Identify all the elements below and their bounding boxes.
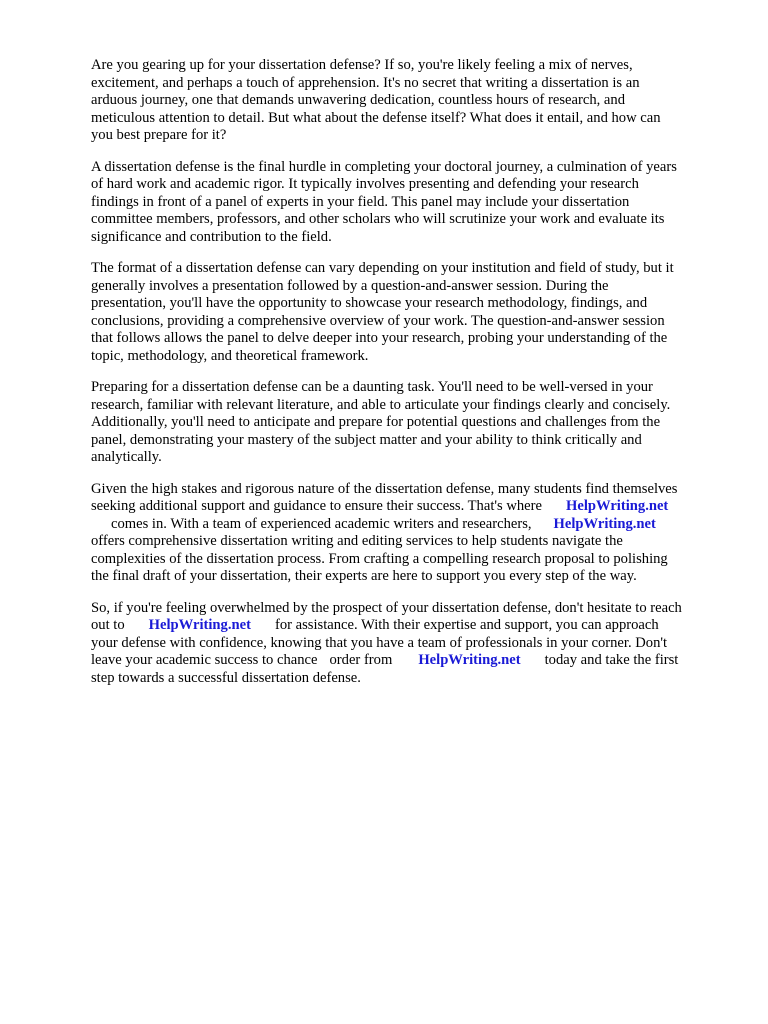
text-line: step towards a successful dissertation defense. <box>91 669 361 686</box>
text-line <box>91 516 721 534</box>
text-line: the final draft of your dissertation, their experts are here to support you every step of the way. <box>91 568 637 584</box>
text-line: analytically. <box>91 449 162 465</box>
text-line: meticulous attention to detail. But what about the defense itself? What does it entail, and how can <box>91 109 661 126</box>
text-line: excitement, and perhaps a touch of apprehension. It's no secret that writing a dissertation is an <box>91 74 640 91</box>
text-line: of hard work and academic rigor. It typically involves presenting and defending your research <box>91 176 639 192</box>
text-line: conclusions, providing a comprehensive overview of your work. The question-and-answer session <box>91 312 665 329</box>
text-line: research, familiar with relevant literature, and able to articulate your findings clearly and concisely. <box>91 396 671 413</box>
text-line: you best prepare for it? <box>91 127 227 143</box>
text-line <box>91 652 721 670</box>
text-line: presentation, you'll have the opportunity to showcase your research methodology, findings, and <box>91 295 648 311</box>
text-line: Given the high stakes and rigorous nature of the dissertation defense, many students find themselves <box>91 480 678 497</box>
text-line: significance and contribution to the field. <box>91 228 332 245</box>
text-line: arduous journey, one that demands unwavering dedication, countless hours of research, and <box>91 92 625 108</box>
text-line: topic, methodology, and theoretical framework. <box>91 347 369 364</box>
paragraph-1 <box>91 57 721 145</box>
text-line: findings in front of a panel of experts in your field. This panel may include your dissertation <box>91 193 630 210</box>
text-line: So, if you're feeling overwhelmed by the prospect of your dissertation defense, don't hesitate to reach <box>91 599 682 616</box>
text-segment: order from <box>329 652 393 668</box>
text-segment: for assistance. With their expertise and support, you can approach <box>274 617 659 633</box>
paragraph-2 <box>91 159 721 247</box>
text-line <box>91 498 721 516</box>
text-segment: seeking additional support and guidance to ensure their success. That's where <box>91 498 542 514</box>
text-segment: out to <box>91 617 125 633</box>
text-line: offers comprehensive dissertation writing and editing services to help students navigate the <box>91 533 623 549</box>
text-segment: comes in. With a team of experienced academic writers and researchers, <box>111 515 532 532</box>
paragraph-5 <box>91 481 721 586</box>
text-line: generally involves a presentation followed by a question-and-answer session. During the <box>91 277 609 294</box>
text-line: complexities of the dissertation process. From crafting a compelling research proposal to polishing <box>91 550 668 567</box>
paragraph-6 <box>91 600 721 688</box>
text-line: A dissertation defense is the final hurdle in completing your doctoral journey, a culmination of years <box>91 158 677 175</box>
document-body <box>91 57 721 701</box>
text-line: panel, demonstrating your mastery of the subject matter and your ability to think critically and <box>91 431 642 448</box>
helpwriting-link[interactable]: HelpWriting.net <box>148 617 251 633</box>
text-line: The format of a dissertation defense can vary depending on your institution and field of study, but it <box>91 260 674 276</box>
helpwriting-link[interactable]: HelpWriting.net <box>553 515 656 532</box>
text-line: Additionally, you'll need to anticipate and prepare for potential questions and challenges from the <box>91 414 661 430</box>
text-line <box>91 617 721 635</box>
helpwriting-link[interactable]: HelpWriting.net <box>418 652 521 668</box>
text-line: that follows allows the panel to delve deeper into your research, probing your understanding of the <box>91 330 668 346</box>
text-segment: leave your academic success to chance <box>91 652 318 668</box>
paragraph-4 <box>91 379 721 467</box>
text-line: Are you gearing up for your dissertation defense? If so, you're likely feeling a mix of nerves, <box>91 57 633 73</box>
helpwriting-link[interactable]: HelpWriting.net <box>566 498 669 514</box>
text-line: Preparing for a dissertation defense can be a daunting task. You'll need to be well-versed in your <box>91 379 653 395</box>
paragraph-3 <box>91 260 721 365</box>
text-line: your defense with confidence, knowing that you have a team of professionals in your corner. Don't <box>91 634 668 651</box>
text-line: committee members, professors, and other scholars who will scrutinize your work and evaluate its <box>91 211 665 227</box>
text-segment: today and take the first <box>544 652 679 668</box>
